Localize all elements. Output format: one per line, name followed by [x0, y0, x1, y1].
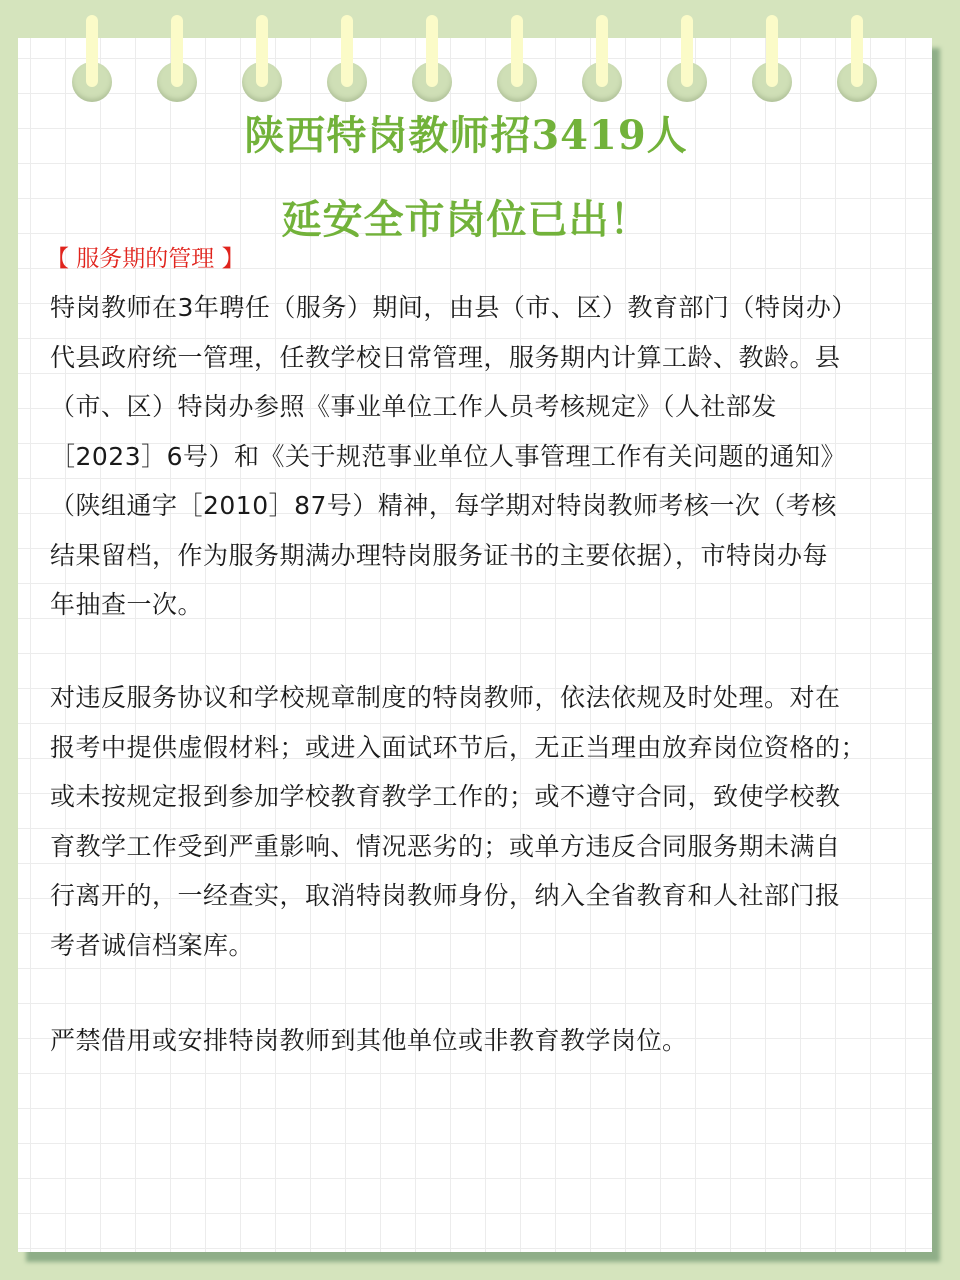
ring-wire	[596, 15, 608, 87]
paragraph-service-management	[50, 283, 920, 630]
text-line: 报考中提供虚假材料；或进入面试环节后，无正当理由放弃岗位资格的；	[50, 732, 867, 762]
text-line: 结果留档，作为服务期满办理特岗服务证书的主要依据），市特岗办每	[50, 540, 829, 570]
page-title-line-2: 延安全市岗位已出！	[281, 196, 651, 243]
ring-wire	[341, 15, 353, 87]
text-line: 年抽查一次。	[50, 590, 204, 619]
ring-wire	[681, 15, 693, 87]
ring-wire	[766, 15, 778, 87]
paragraph-prohibition	[50, 1016, 920, 1066]
text-line: （陕组通字［2010］87号）精神，每学期对特岗教师考核一次（考核	[50, 491, 837, 520]
ring-wire	[851, 15, 863, 87]
text-line: 或未按规定报到参加学校教育教学工作的；或不遵守合同，致使学校教	[50, 782, 841, 811]
ring-wire	[256, 15, 268, 87]
text-line: ［2023］6号）和《关于规范事业单位人事管理工作有关问题的通知》	[50, 441, 847, 471]
text-line: 对违反服务协议和学校规章制度的特岗教师，依法依规及时处理。对在	[50, 683, 841, 712]
text-line: 行离开的，一经查实，取消特岗教师身份，纳入全省教育和人社部门报	[50, 881, 841, 910]
ring-wire	[171, 15, 183, 87]
text-line: （市、区）特岗办参照《事业单位工作人员考核规定》（人社部发	[50, 392, 778, 421]
text-line: 特岗教师在3年聘任（服务）期间，由县（市、区）教育部门（特岗办）	[50, 293, 857, 322]
text-line: 育教学工作受到严重影响、情况恶劣的；或单方违反合同服务期未满自	[50, 831, 841, 861]
section-header: 【 服务期的管理 】	[46, 246, 245, 272]
text-line: 严禁借用或安排特岗教师到其他单位或非教育教学岗位。	[50, 1026, 688, 1055]
text-line: 考者诚信档案库。	[50, 930, 255, 960]
paragraph-violations	[50, 673, 920, 970]
page-title-line-1: 陕西特岗教师招3419人	[244, 112, 688, 159]
ring-wire	[511, 15, 523, 87]
ring-wire	[426, 15, 438, 87]
text-line: 代县政府统一管理，任教学校日常管理，服务期内计算工龄、教龄。县	[50, 342, 841, 372]
ring-wire	[86, 15, 98, 87]
